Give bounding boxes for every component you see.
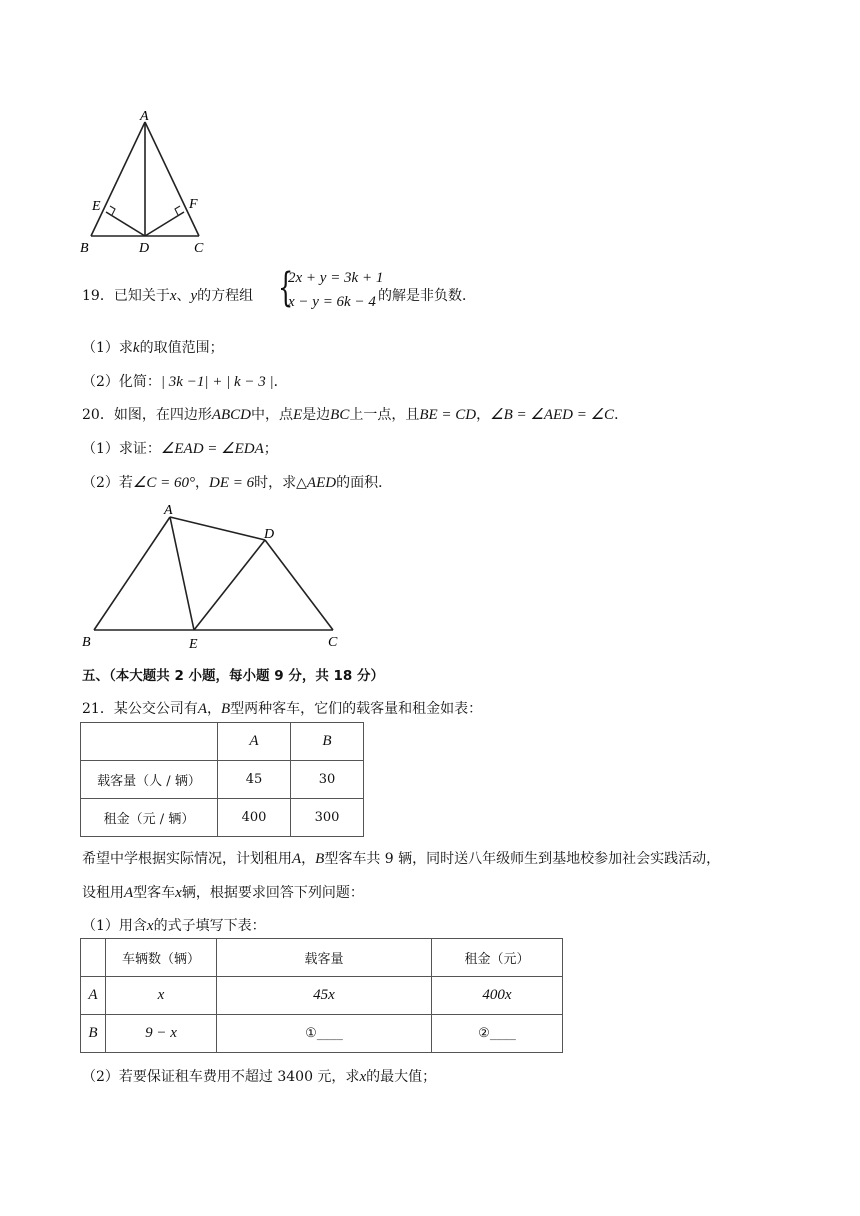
- q19-number: 19．: [82, 288, 114, 304]
- q19-part2: [82, 371, 288, 391]
- table-row: [81, 1015, 563, 1053]
- q21-p2-type-a: A: [124, 885, 134, 901]
- q20-p1-expr: ∠EAD = ∠EDA: [160, 441, 264, 457]
- q20-side-bc: BC: [330, 407, 350, 423]
- q21-p-a: 希望中学根据实际情况，计划租用: [82, 851, 292, 867]
- q19-stem: [82, 285, 253, 305]
- table-cell: A: [218, 723, 291, 761]
- table-row: [81, 761, 364, 799]
- q19-stem-mid: 的方程组: [197, 288, 254, 304]
- figure-quadrilateral-abcd: [78, 500, 353, 650]
- segment-ab: [94, 517, 170, 630]
- table-cell: B: [291, 723, 364, 761]
- table-cell: B: [81, 1015, 106, 1053]
- table-row: [81, 723, 364, 761]
- segment-de: [106, 212, 145, 236]
- label-a: A: [140, 109, 149, 124]
- q21-part1: [82, 915, 266, 935]
- table-cell: A: [81, 977, 106, 1015]
- q21-p1-pre: （1）用含: [82, 918, 147, 934]
- table-row: [81, 939, 563, 977]
- q20-text-a: 20．如图，在四边形: [82, 407, 212, 423]
- table-cell: 9 − x: [106, 1015, 217, 1053]
- q20-stem: [82, 404, 628, 424]
- q20-quad: ABCD: [211, 407, 251, 423]
- q19-p1-var: k: [132, 340, 140, 356]
- q20-text-f: ．: [614, 407, 629, 423]
- q19-part1: [82, 337, 224, 357]
- table-cell: 300: [291, 799, 364, 837]
- figure-triangle-abc: [78, 108, 218, 256]
- q21-para2: [82, 882, 364, 902]
- q19-eq1: 2x + y = 3k + 1: [288, 270, 384, 286]
- table-cell: 车辆数（辆）: [106, 939, 217, 977]
- rental-fill-table: [80, 938, 563, 1053]
- q20-p1-post: ；: [263, 441, 278, 457]
- q20-p2-mid2: 时，求△: [254, 475, 307, 491]
- segment-dc: [265, 540, 333, 630]
- q21-stem: [82, 698, 482, 718]
- q21-p2-a: 设租用: [82, 885, 124, 901]
- q21-type-b: B: [221, 701, 231, 717]
- answer-blank-1[interactable]: ①____: [217, 1015, 432, 1053]
- q20-text-e: ，: [476, 407, 491, 423]
- q21-p2q-x: x: [359, 1069, 367, 1085]
- q21-p1-post: 的式子填写下表：: [153, 918, 266, 934]
- section-title: 五、（本大题共 2 小题，每小题 9 分，共 18 分）: [82, 668, 385, 684]
- q20-text-c: 是边: [302, 407, 331, 423]
- q21-p2-c: 辆，根据要求回答下列问题：: [181, 885, 364, 901]
- q19-sep: 、: [176, 288, 191, 304]
- q19-p1-post: 的取值范围；: [139, 340, 224, 356]
- label-b: B: [82, 635, 91, 650]
- q21-text-b: ，: [207, 701, 221, 717]
- q20-angles: ∠B = ∠AED = ∠C: [490, 407, 615, 423]
- table-cell: 400: [218, 799, 291, 837]
- label-d: D: [139, 241, 150, 256]
- q21-para1: [82, 848, 720, 868]
- table-cell: 载客量（人 / 辆）: [81, 761, 218, 799]
- q20-p2-de: DE = 6: [209, 475, 255, 491]
- q21-p-b: ，: [301, 851, 316, 867]
- q19-p2-pre: （2）化简：: [82, 374, 161, 390]
- q20-text-d: 上一点，且: [349, 407, 420, 423]
- q20-p2-post: 的面积．: [336, 475, 393, 491]
- q19-stem-post: 的解是非负数．: [378, 288, 476, 304]
- q19-eq2: x − y = 6k − 4: [288, 294, 376, 310]
- q21-p-type-a: A: [292, 851, 302, 867]
- table-row: [81, 799, 364, 837]
- table-row: [81, 977, 563, 1015]
- q19-var-x: x: [169, 288, 177, 304]
- q20-p2-pre: （2）若: [82, 475, 133, 491]
- segment-de: [194, 540, 265, 630]
- q21-type-a: A: [197, 701, 207, 717]
- q19-p2-expr: | 3k −1| + | k − 3 |: [160, 374, 274, 390]
- table-cell: [81, 939, 106, 977]
- table-cell: 租金（元）: [432, 939, 563, 977]
- q21-p2q-pre: （2）若要保证租车费用不超过 3400 元，求: [82, 1069, 360, 1085]
- q21-p2-b: 型客车: [133, 885, 176, 901]
- q20-p2-angle: ∠C = 60°: [132, 475, 195, 491]
- q21-text-a: 21．某公交公司有: [82, 701, 198, 717]
- q21-p1-x: x: [146, 918, 154, 934]
- bus-info-table: [80, 722, 364, 837]
- segment-ad: [170, 517, 265, 540]
- q20-p1-pre: （1）求证：: [82, 441, 161, 457]
- table-cell: 租金（元 / 辆）: [81, 799, 218, 837]
- table-cell: 45x: [217, 977, 432, 1015]
- q20-cond: BE = CD: [419, 407, 477, 423]
- q20-part2: [82, 472, 392, 492]
- q19-stem-pre: 已知关于: [113, 288, 170, 304]
- q20-p2-tri: AED: [306, 475, 337, 491]
- label-e: E: [189, 637, 198, 650]
- segment-ae: [170, 517, 194, 630]
- right-angle-e: [110, 206, 115, 215]
- table-cell: 45: [218, 761, 291, 799]
- right-angle-f: [175, 206, 180, 215]
- q19-p2-post: ．: [273, 374, 288, 390]
- segment-df: [145, 212, 184, 236]
- label-c: C: [328, 635, 338, 650]
- table-cell: 400x: [432, 977, 563, 1015]
- q20-part1: [82, 438, 278, 458]
- q19-p1-pre: （1）求: [82, 340, 133, 356]
- q21-p2q-post: 的最大值；: [366, 1069, 437, 1085]
- q20-text-b: 中，点: [251, 407, 293, 423]
- q20-p2-mid: ，: [195, 475, 209, 491]
- q21-part2: [82, 1066, 436, 1086]
- label-e: E: [92, 199, 101, 214]
- label-f: F: [189, 197, 198, 212]
- q21-p-type-b: B: [315, 851, 325, 867]
- q21-p2-x: x: [175, 885, 182, 901]
- label-c: C: [194, 241, 204, 256]
- table-cell: [81, 723, 218, 761]
- q19-var-y: y: [190, 288, 198, 304]
- q21-text-c: 型两种客车，它们的载客量和租金如表：: [230, 701, 483, 717]
- answer-blank-2[interactable]: ②____: [432, 1015, 563, 1053]
- q20-point-e: E: [293, 407, 303, 423]
- label-b: B: [80, 241, 89, 256]
- q19-system-brace: {: [278, 265, 294, 311]
- q21-p-c: 型客车共 9 辆，同时送八年级师生到基地校参加社会实践活动，: [324, 851, 721, 867]
- table-cell: 30: [291, 761, 364, 799]
- label-d: D: [264, 527, 275, 542]
- label-a: A: [164, 503, 173, 518]
- table-cell: 载客量: [217, 939, 432, 977]
- table-cell: x: [106, 977, 217, 1015]
